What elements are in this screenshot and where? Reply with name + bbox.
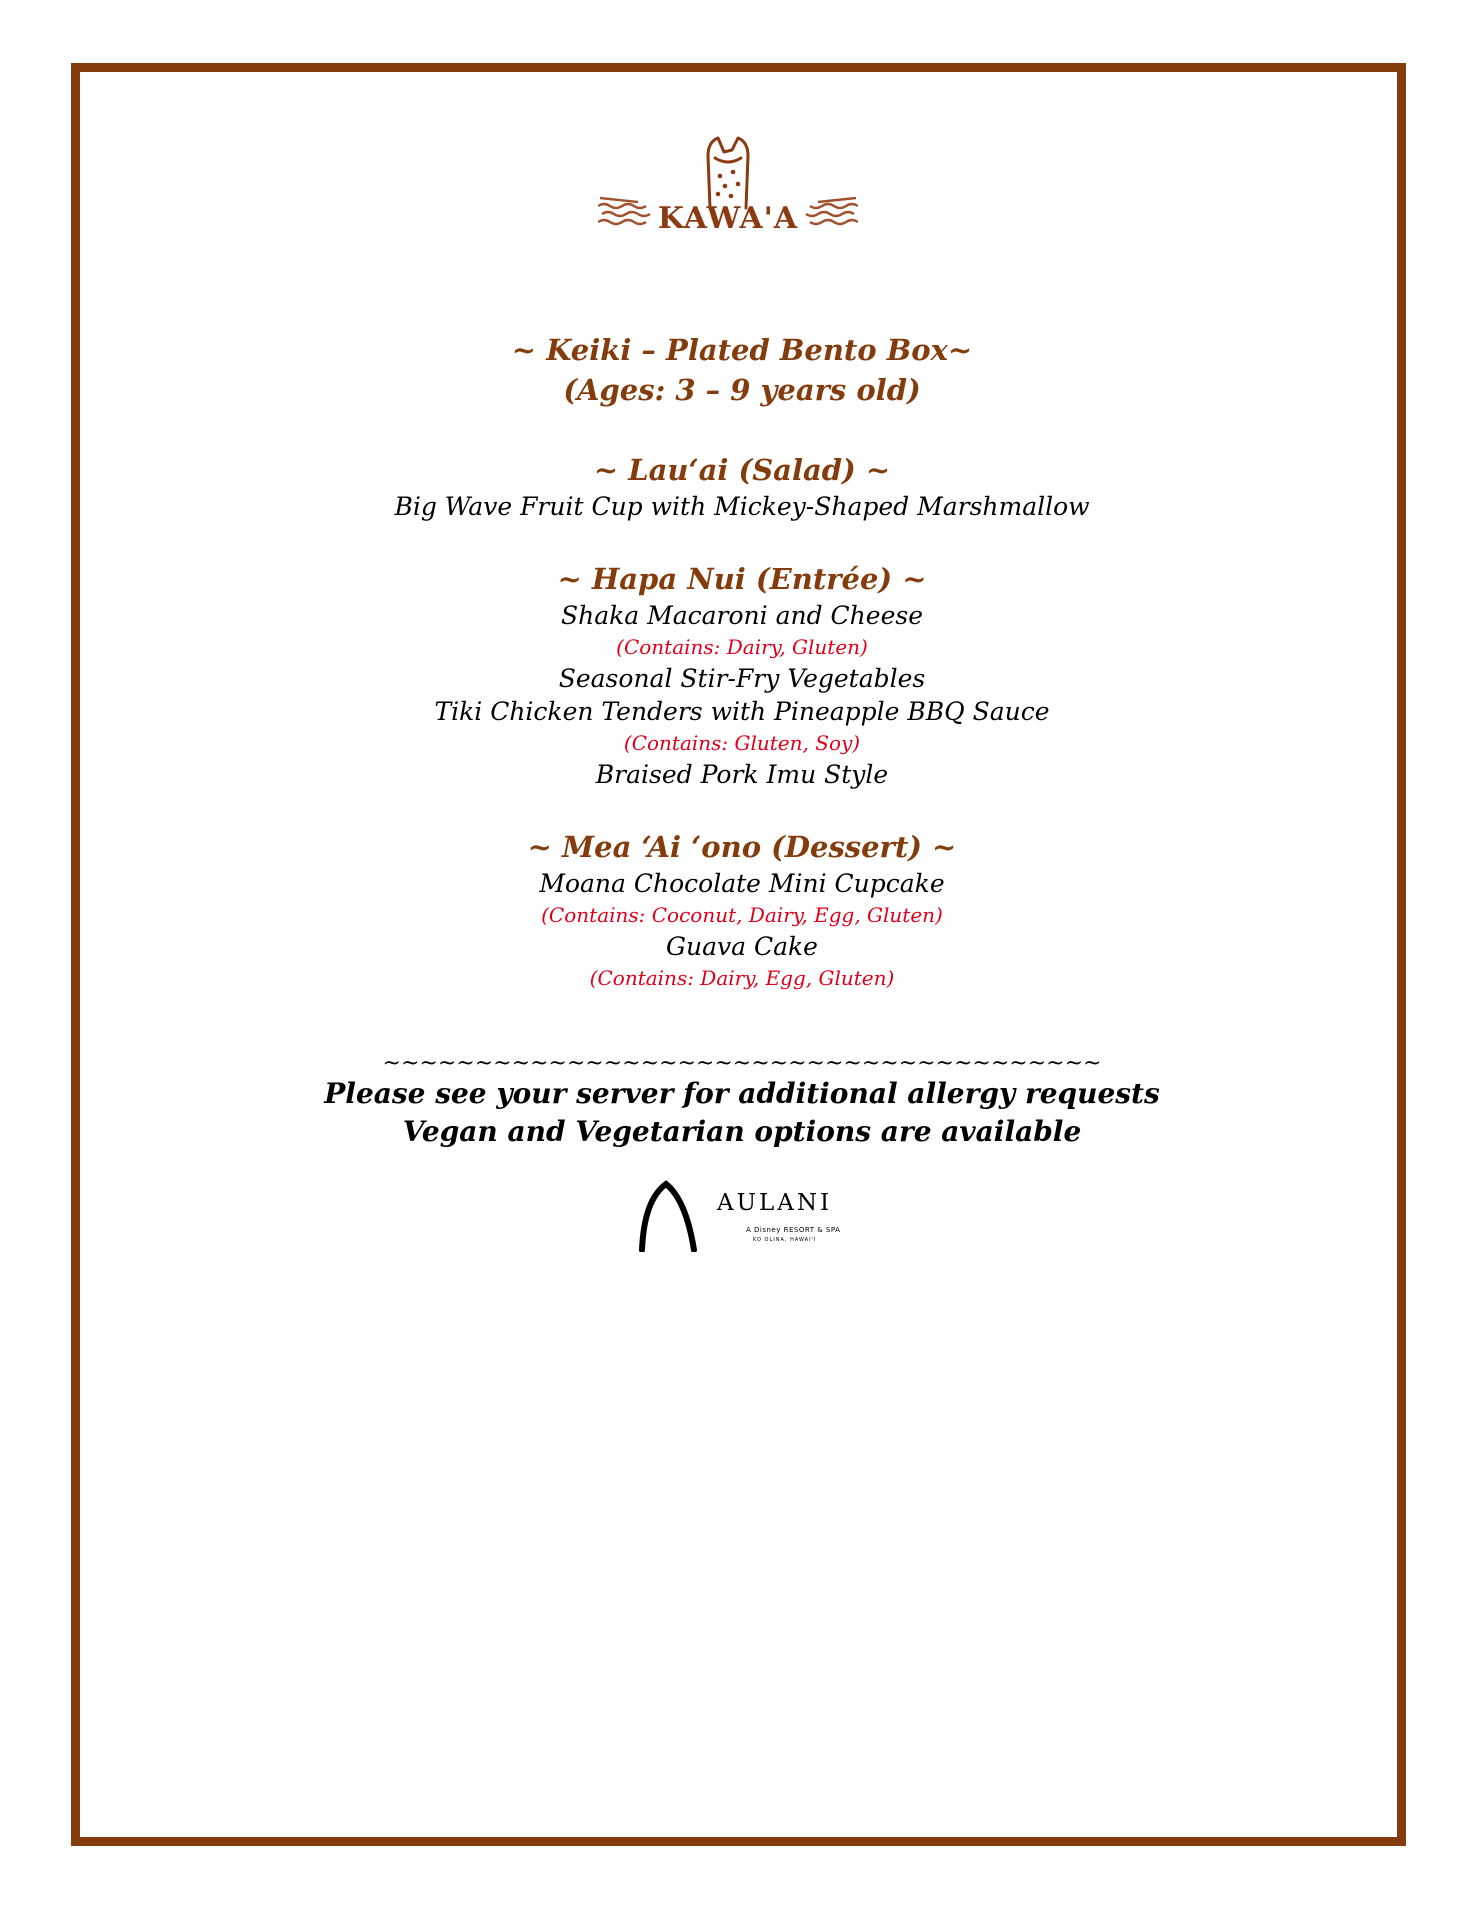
- tilde-divider: ~~~~~~~~~~~~~~~~~~~~~~~~~~~~~~~~~~~~~~~: [382, 1051, 1102, 1076]
- entree-item-pork: Braised Pork Imu Style: [595, 760, 889, 789]
- dessert-item-cupcake: Moana Chocolate Mini Cupcake: [539, 869, 945, 898]
- arch-icon: [636, 1180, 706, 1252]
- menu-subtitle: (Ages: 3 – 9 years old): [563, 373, 921, 407]
- entree-item-chicken-tenders: Tiki Chicken Tenders with Pineapple BBQ Sauce: [434, 697, 1050, 726]
- dessert-item-guava-cake: Guava Cake: [666, 932, 818, 961]
- aulani-wordmark: AULANI: [717, 1190, 833, 1216]
- entree-item-vegetables: Seasonal Stir-Fry Vegetables: [558, 664, 926, 693]
- kawaa-wordmark: KAWA'A: [657, 201, 799, 236]
- allergen-note: (Contains: Dairy, Gluten): [616, 635, 868, 659]
- kawaa-logo: [598, 136, 858, 238]
- allergen-note: (Contains: Dairy, Egg, Gluten): [589, 966, 895, 990]
- salad-heading: ~ Lau‘ai (Salad) ~: [593, 453, 891, 487]
- allergy-request-note: Please see your server for additional allergy requests: [324, 1077, 1160, 1110]
- menu-title: ~ Keiki – Plated Bento Box~: [511, 333, 973, 367]
- dessert-heading: ~ Mea ‘Ai ‘ono (Dessert) ~: [527, 830, 957, 864]
- entree-heading: ~ Hapa Nui (Entrée) ~: [557, 562, 927, 596]
- salad-item: Big Wave Fruit Cup with Mickey-Shaped Marshmallow: [394, 492, 1090, 521]
- menu-content: [0, 330, 1484, 1151]
- aulani-location: KO OLINA, HAWAI'I: [753, 1237, 817, 1243]
- aulani-tagline: A Disney RESORT & SPA: [746, 1226, 841, 1234]
- allergen-note: (Contains: Coconut, Dairy, Egg, Gluten): [541, 903, 943, 927]
- aulani-logo: [636, 1180, 846, 1252]
- vegan-options-note: Vegan and Vegetarian options are available: [402, 1115, 1082, 1148]
- entree-item-mac-cheese: Shaka Macaroni and Cheese: [561, 601, 923, 630]
- allergen-note: (Contains: Gluten, Soy): [623, 731, 861, 755]
